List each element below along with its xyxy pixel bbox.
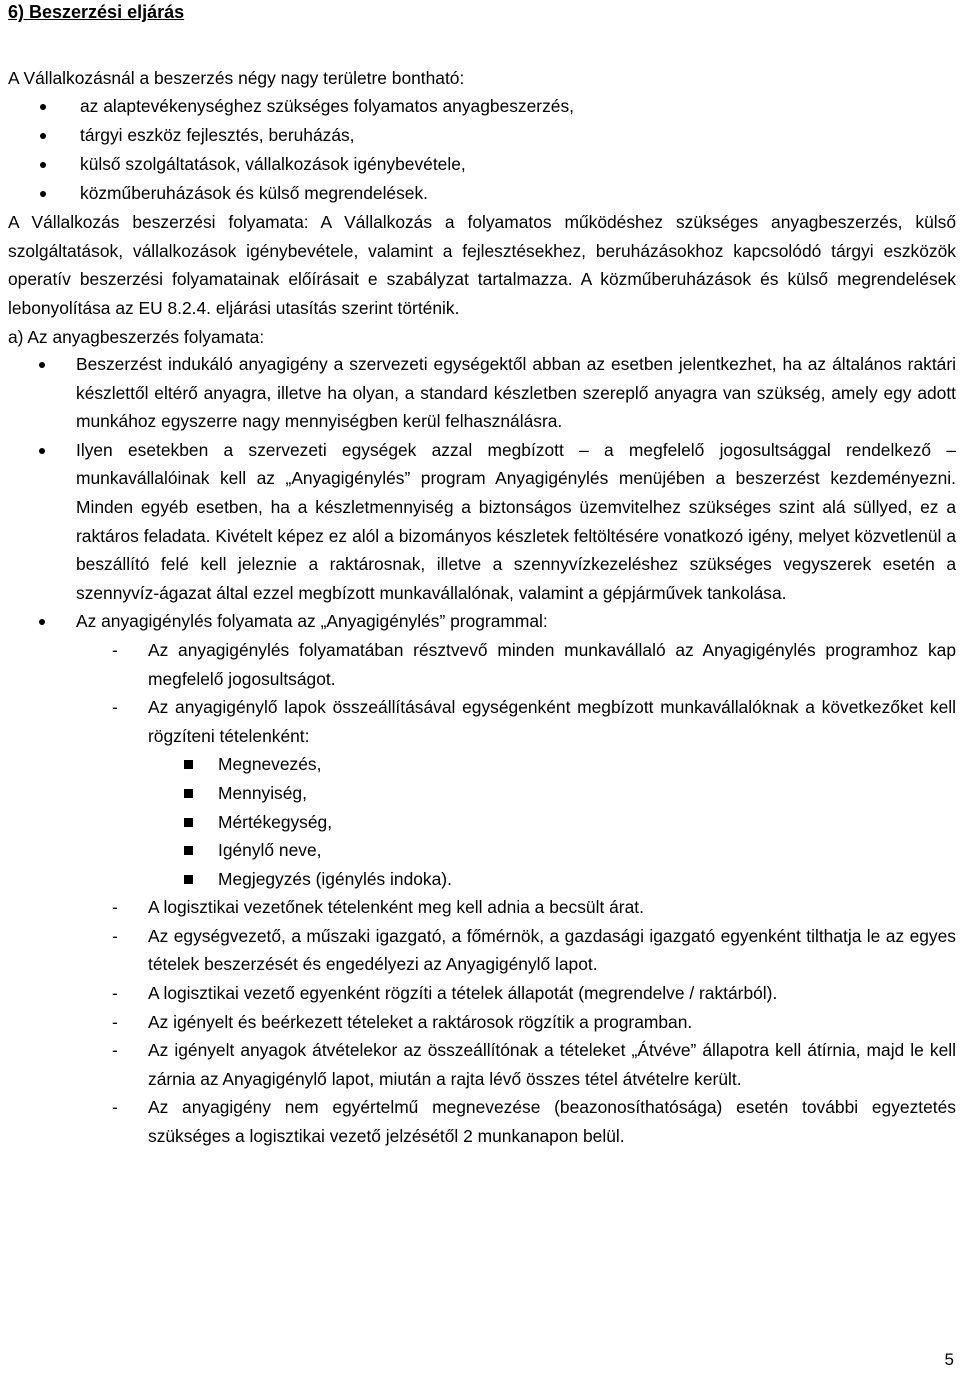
bullet-icon (39, 448, 45, 454)
list-item: külső szolgáltatások, vállalkozások igénybevétele, (8, 150, 574, 179)
intro-text: A Vállalkozásnál a beszerzés négy nagy területre bontható: (8, 68, 465, 88)
list-item: Beszerzést indukáló anyagigény a szervezeti egységektől abban az esetben jelentkezhet, ha az általános raktári készlettől eltérő anyagra, illetve ha olyan, a standard készletben szereplő anyagra van szükség, amely egy adott munkához egyszerre nagy mennyiségben kerül felhasználásra. (8, 350, 956, 436)
list-item: tárgyi eszköz fejlesztés, beruházás, (8, 121, 574, 150)
field-item: Mértékegység, (148, 808, 956, 837)
step-item: - Az igényelt és beérkezett tételeket a raktárosok rögzítik a programban. (8, 1008, 956, 1037)
section-title: 6) Beszerzési eljárás (8, 2, 185, 22)
step-item: - Az igényelt anyagok átvételekor az összeállítónak a tételeket „Átvéve” állapotra kell átírnia, majd le kell zárnia az Anyagigénylő lapot, miután a rajta lévő összes tétel átvételre került. (8, 1036, 956, 1093)
subsection-heading-a: a) Az anyagbeszerzés folyamata: (8, 327, 265, 347)
dash-icon: - (112, 639, 118, 660)
dash-icon: - (112, 697, 118, 718)
field-item: Igénylő neve, (148, 836, 956, 865)
bullet-icon (40, 133, 46, 139)
dash-icon: - (112, 983, 118, 1004)
bullet-icon (39, 362, 45, 368)
list-item: Az anyagigénylés folyamata az „Anyagigénylés” programmal: - Az anyagigénylés folyamatában résztvevő minden munkavállaló az Anyagigénylés programhoz kap megfelelő jogosultságot. - Az anyagigénylő lapok összeállításával egységenként megbízott munkavállalóknak a következőket kell rögzíteni tételenként: Megnevezés, Mennyiség, Mértékegység, Igénylő neve, Megjegyzés (igénylés indoka). - A logisztikai vezetőnek tételenként meg kell adnia a becsült árat. - Az egységvezető, a műszaki igazgató, a főmérnök, a gazdasági igazgató egyenként tilthatja le az egyes tételek beszerzését és engedélyezi az Anyagigénylő lapot. - A logisztikai vezető egyenként rögzíti a tételek állapotát (megrendelve / raktárból). - Az igényelt és beérkezett tételeket a raktárosok rögzítik a programban. - Az igényelt anyagok átvételekor az összeállítónak a tételeket „Átvéve” állapotra kell átírnia, majd le kell zárnia az Anyagigénylő lapot, miután a rajta lévő összes tétel átvételre került. - Az anyagigény nem egyértelmű megnevezése (beazonosíthatósága) esetén további egyeztetés szükséges a logisztikai vezető jelzésétől 2 munkanapon belül. (8, 607, 956, 1150)
square-bullet-icon (184, 789, 193, 798)
square-bullet-icon (184, 875, 193, 884)
field-item: Megnevezés, (148, 750, 956, 779)
bullet-icon (40, 191, 46, 197)
dash-icon: - (112, 897, 118, 918)
step-item: - Az egységvezető, a műszaki igazgató, a főmérnök, a gazdasági igazgató egyenként tilthatja le az egyes tételek beszerzését és engedélyezi az Anyagigénylő lapot. (8, 922, 956, 979)
procurement-areas-list (8, 92, 574, 208)
dash-icon: - (112, 925, 118, 946)
material-procurement-list (8, 350, 956, 1151)
dash-icon: - (112, 1097, 118, 1118)
step-item: - Az anyagigénylő lapok összeállításával egységenként megbízott munkavállalóknak a következőket kell rögzíteni tételenként: Megnevezés, Mennyiség, Mértékegység, Igénylő neve, Megjegyzés (igénylés indoka). (8, 693, 956, 893)
list-item: közműberuházások és külső megrendelések. (8, 179, 574, 208)
required-fields-list (148, 750, 956, 893)
list-item: Ilyen esetekben a szervezeti egységek azzal megbízott – a megfelelő jogosultsággal rendelkező – munkavállalóinak kell az „Anyagigénylés” program Anyagigénylés menüjében a beszerzést kezdeményezni. Minden egyéb esetben, ha a készletmennyiség a biztonságos üzemvitelhez szükséges szint alá süllyed, ez a raktáros feladata. Kivételt képez ez alól a bizományos készletek feltöltésére vonatkozó igény, melyet közvetlenül a beszállító felé kell jeleznie a raktárosnak, illetve a szennyvízkezeléshez szükséges vegyszerek esetén a szennyvíz-ágazat által ezzel megbízott munkavállalónak, valamint a gépjárművek tankolása. (8, 436, 956, 608)
field-item: Megjegyzés (igénylés indoka). (148, 865, 956, 894)
step-item: - A logisztikai vezető egyenként rögzíti a tételek állapotát (megrendelve / raktárból). (8, 979, 956, 1008)
page-number: 5 (944, 1350, 954, 1369)
field-item: Mennyiség, (148, 779, 956, 808)
bullet-icon (40, 104, 46, 110)
procurement-process-paragraph: A Vállalkozás beszerzési folyamata: A Vállalkozás a folyamatos működéshez szükséges anyagbeszerzés, külső szolgáltatások, vállalkozások igénybevétele, valamint a fejlesztésekhez, beruházásokhoz kapcsolódó tárgyi eszközök operatív beszerzési folyamatainak előírásait e szabályzat tartalmazza. A közműberuházások és külső megrendelések lebonyolítása az EU 8.2.4. eljárási utasítás szerint történik. (8, 212, 956, 318)
dash-icon: - (112, 1011, 118, 1032)
list-item: az alaptevékenységhez szükséges folyamatos anyagbeszerzés, (8, 92, 574, 121)
step-item: - Az anyagigénylés folyamatában résztvevő minden munkavállaló az Anyagigénylés programhoz kap megfelelő jogosultságot. (8, 636, 956, 693)
square-bullet-icon (184, 846, 193, 855)
square-bullet-icon (184, 818, 193, 827)
square-bullet-icon (184, 760, 193, 769)
dash-icon: - (112, 1040, 118, 1061)
bullet-icon (40, 162, 46, 168)
bullet-icon (39, 619, 45, 625)
step-item: - A logisztikai vezetőnek tételenként meg kell adnia a becsült árat. (8, 893, 956, 922)
step-item: - Az anyagigény nem egyértelmű megnevezése (beazonosíthatósága) esetén további egyeztetés szükséges a logisztikai vezető jelzésétől 2 munkanapon belül. (8, 1093, 956, 1150)
requisition-steps-list (76, 636, 956, 1151)
